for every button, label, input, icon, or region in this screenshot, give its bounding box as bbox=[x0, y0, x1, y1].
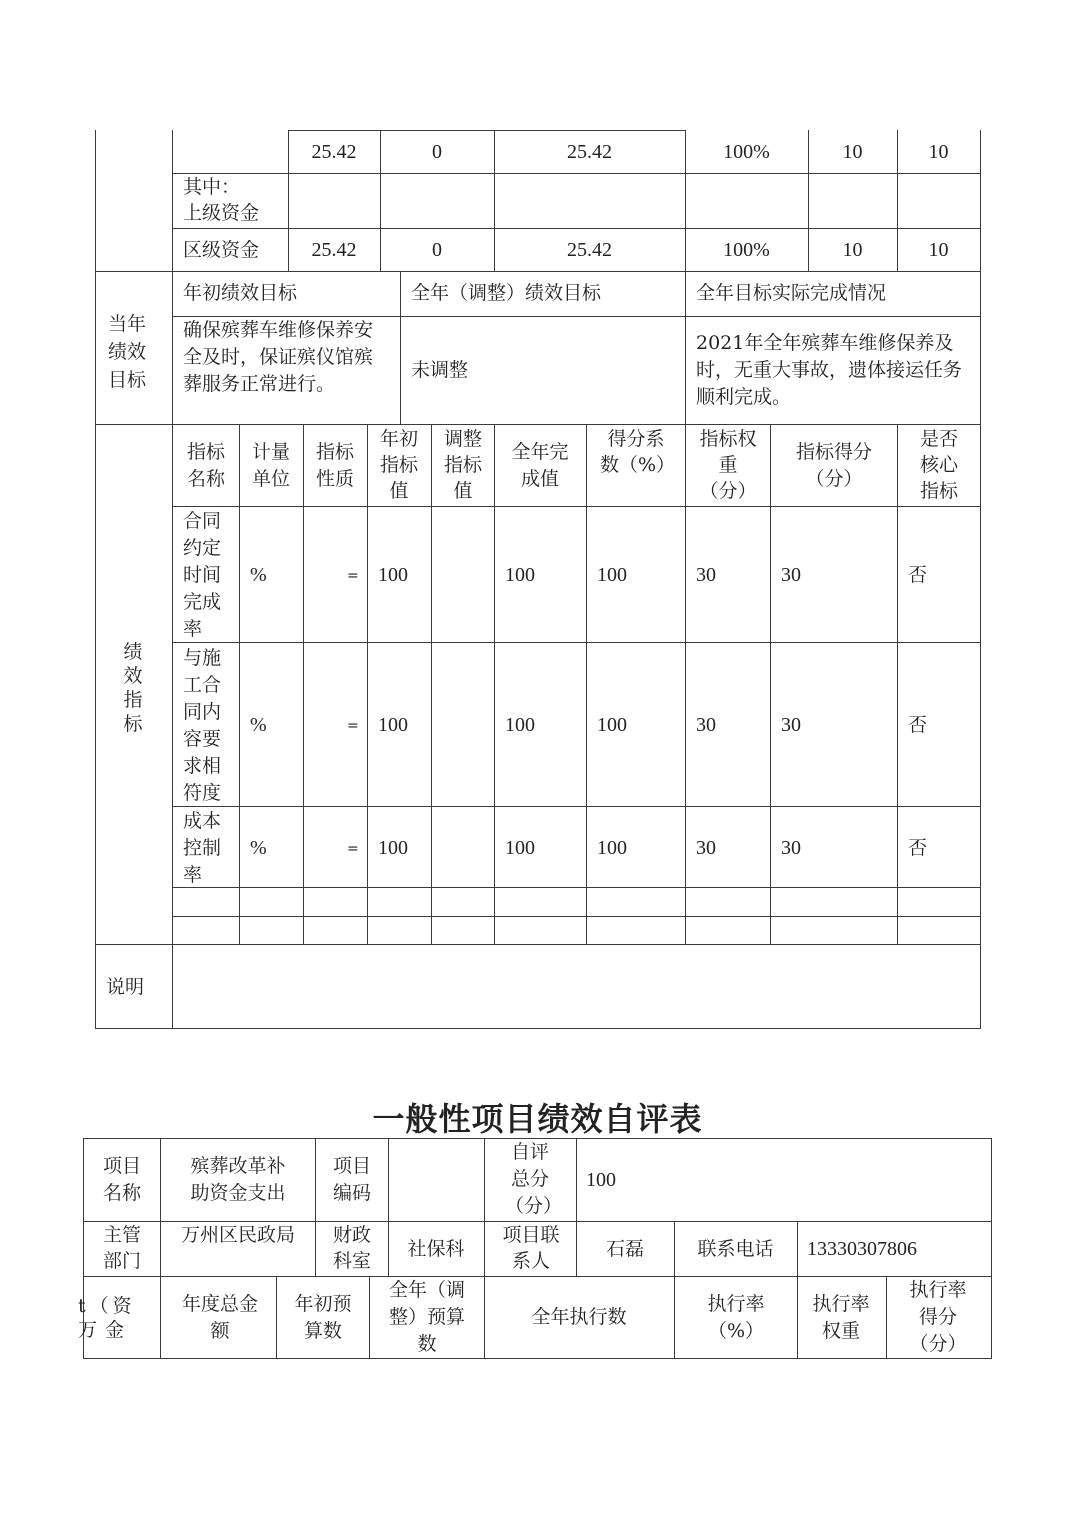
grid-line bbox=[83, 1358, 992, 1359]
col-weight: 执行率权重 bbox=[812, 1293, 870, 1342]
indicator-header-score: 指标得分（分） bbox=[795, 441, 872, 490]
grid-line bbox=[95, 1028, 980, 1029]
grid-line bbox=[315, 1221, 316, 1276]
indicator-nature: = bbox=[347, 718, 359, 734]
project-name-value: 殡葬改革补助资金支出 bbox=[190, 1155, 286, 1204]
note-label: 说明 bbox=[106, 976, 145, 998]
indicator-header-name: 指标名称 bbox=[186, 441, 225, 490]
indicator-core: 否 bbox=[908, 714, 928, 736]
funds-total-score: 10 bbox=[928, 141, 949, 163]
funds-district-weight: 10 bbox=[842, 239, 863, 261]
indicator-core: 否 bbox=[908, 837, 928, 859]
funds-label-fragment: 万金 bbox=[78, 1319, 133, 1341]
indicator-name: 合同约定时间完成率 bbox=[183, 510, 222, 640]
indicator-header-coef: 得分系数（%） bbox=[600, 428, 676, 476]
funds-total-budget: 25.42 bbox=[311, 141, 357, 163]
goals-head-actual: 全年目标实际完成情况 bbox=[696, 282, 887, 304]
indicator-score: 30 bbox=[781, 837, 801, 859]
grid-line bbox=[160, 1276, 161, 1358]
grid-line bbox=[160, 1221, 161, 1276]
grid-line bbox=[288, 130, 685, 131]
funds-upper-label-1: 其中： bbox=[183, 176, 241, 198]
col-rate: 执行率（%） bbox=[707, 1293, 765, 1342]
grid-line bbox=[315, 1138, 316, 1221]
grid-line bbox=[172, 916, 980, 917]
self-score-label: 自评总分（分） bbox=[505, 1141, 563, 1217]
indicator-coef: 100 bbox=[597, 564, 627, 586]
grid-line bbox=[897, 424, 898, 944]
indicator-coef: 100 bbox=[597, 714, 627, 736]
grid-line bbox=[991, 1138, 992, 1359]
col-total-amount: 年度总金额 bbox=[182, 1293, 259, 1342]
indicator-weight: 30 bbox=[696, 837, 716, 859]
grid-line bbox=[367, 424, 368, 944]
funds-total-weight: 10 bbox=[842, 141, 863, 163]
grid-line bbox=[431, 424, 432, 944]
indicator-header-initial: 年初指标值 bbox=[379, 428, 418, 502]
grid-line bbox=[95, 424, 980, 425]
grid-line bbox=[685, 424, 686, 944]
goals-head-initial: 年初绩效目标 bbox=[183, 282, 298, 304]
indicator-name: 成本控制率 bbox=[183, 810, 222, 886]
grid-line bbox=[685, 271, 686, 424]
grid-line bbox=[276, 1276, 277, 1358]
indicator-unit: % bbox=[250, 564, 267, 586]
grid-line bbox=[83, 1276, 992, 1277]
grid-line bbox=[576, 1138, 577, 1221]
grid-line bbox=[172, 642, 980, 643]
funds-district-label: 区级资金 bbox=[183, 239, 260, 261]
funds-district-budget: 25.42 bbox=[311, 239, 357, 261]
indicator-weight: 30 bbox=[696, 714, 716, 736]
indicator-unit: % bbox=[250, 837, 267, 859]
indicator-nature: = bbox=[347, 841, 359, 857]
grid-line bbox=[172, 173, 980, 174]
contact-label: 项目联系人 bbox=[502, 1224, 560, 1272]
grid-line bbox=[172, 506, 980, 507]
grid-line bbox=[95, 271, 980, 272]
grid-line bbox=[239, 424, 240, 944]
indicator-header-completed: 全年完成值 bbox=[511, 441, 569, 490]
grid-line bbox=[494, 424, 495, 944]
grid-line bbox=[886, 1276, 887, 1358]
dept-label: 主管部门 bbox=[102, 1224, 141, 1272]
indicator-header-weight: 指标权重（分） bbox=[699, 428, 757, 502]
grid-line bbox=[303, 424, 304, 944]
grid-line bbox=[172, 887, 980, 888]
self-score-value: 100 bbox=[586, 1169, 616, 1191]
goals-head-adjusted: 全年（调整）绩效目标 bbox=[411, 282, 602, 304]
funds-total-adjust: 0 bbox=[432, 141, 442, 163]
goals-row-label: 当年绩效目标 bbox=[107, 313, 146, 391]
grid-line bbox=[797, 1276, 798, 1358]
col-executed: 全年执行数 bbox=[531, 1306, 627, 1328]
dept-value: 万州区民政局 bbox=[180, 1224, 295, 1246]
indicator-score: 30 bbox=[781, 564, 801, 586]
indicator-completed: 100 bbox=[505, 837, 535, 859]
grid-line bbox=[369, 1276, 370, 1358]
grid-line bbox=[797, 1221, 798, 1276]
grid-line bbox=[172, 130, 173, 1029]
col-adjusted-budget: 全年（调整）预算数 bbox=[388, 1279, 465, 1355]
col-score: 执行率得分（分） bbox=[909, 1279, 967, 1355]
page-title: 一般性项目绩效自评表 bbox=[372, 1100, 703, 1138]
grid-line bbox=[95, 130, 96, 1029]
indicator-core: 否 bbox=[908, 564, 928, 586]
funds-label-clipped bbox=[78, 1289, 160, 1341]
indicator-unit: % bbox=[250, 714, 267, 736]
grid-line bbox=[95, 944, 980, 945]
grid-line bbox=[388, 1138, 389, 1221]
grid-line bbox=[160, 1138, 161, 1221]
indicator-completed: 100 bbox=[505, 714, 535, 736]
funds-district-adjust: 0 bbox=[432, 239, 442, 261]
indicator-completed: 100 bbox=[505, 564, 535, 586]
indicator-initial: 100 bbox=[378, 564, 408, 586]
grid-line bbox=[484, 1138, 485, 1221]
indicator-initial: 100 bbox=[378, 837, 408, 859]
indicators-row-label: 绩效指标 bbox=[123, 641, 143, 735]
funds-label-fragment: t（资 bbox=[78, 1295, 136, 1317]
grid-line bbox=[484, 1221, 485, 1276]
contact-value: 石磊 bbox=[605, 1238, 644, 1260]
indicator-header-unit: 计量单位 bbox=[251, 441, 290, 490]
grid-line bbox=[674, 1276, 675, 1358]
indicator-header-core: 是否核心指标 bbox=[919, 428, 958, 502]
indicator-name: 与施工合同内容要求相符度 bbox=[183, 647, 222, 804]
grid-line bbox=[400, 271, 401, 424]
indicator-score: 30 bbox=[781, 714, 801, 736]
funds-upper-label-2: 上级资金 bbox=[183, 202, 260, 224]
indicator-nature: = bbox=[347, 568, 359, 584]
col-initial-budget: 年初预算数 bbox=[294, 1293, 352, 1342]
phone-value: 13330307806 bbox=[807, 1238, 917, 1260]
funds-total-rate: 100% bbox=[723, 141, 770, 163]
indicator-coef: 100 bbox=[597, 837, 627, 859]
funds-district-rate: 100% bbox=[723, 239, 770, 261]
grid-line bbox=[586, 424, 587, 944]
goals-adjusted-text: 未调整 bbox=[411, 359, 469, 381]
grid-line bbox=[980, 130, 981, 1029]
phone-label: 联系电话 bbox=[697, 1238, 774, 1260]
indicator-initial: 100 bbox=[378, 714, 408, 736]
funds-district-score: 10 bbox=[928, 239, 949, 261]
goals-actual-text: 2021年全年殡葬车维修保养及时，无重大事故，遗体接运任务顺利完成。 bbox=[696, 332, 963, 408]
indicator-weight: 30 bbox=[696, 564, 716, 586]
project-code-label: 项目编码 bbox=[332, 1155, 371, 1204]
indicator-header-nature: 指标性质 bbox=[315, 441, 354, 490]
funds-total-executed: 25.42 bbox=[567, 141, 612, 163]
funds-district-executed: 25.42 bbox=[567, 239, 612, 261]
goals-initial-text: 确保殡葬车维修保养安全及时，保证殡仪馆殡葬服务正常进行。 bbox=[183, 319, 374, 395]
finance-label: 财政科室 bbox=[332, 1224, 371, 1272]
finance-value: 社保科 bbox=[407, 1238, 465, 1260]
grid-line bbox=[172, 228, 980, 229]
indicator-header-adjusted: 调整指标值 bbox=[443, 428, 482, 502]
grid-line bbox=[770, 424, 771, 944]
project-name-label: 项目名称 bbox=[102, 1155, 141, 1204]
grid-line bbox=[172, 806, 980, 807]
